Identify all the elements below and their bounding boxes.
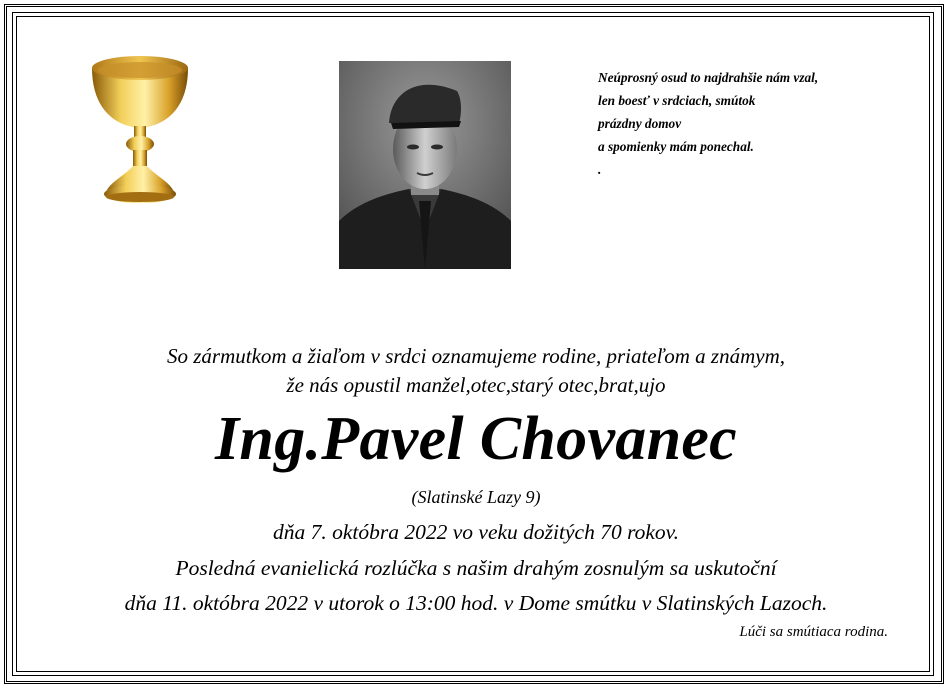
funeral-line-1: Posledná evanielická rozlúčka s našim drahým zosnulým sa uskutoční <box>175 556 777 580</box>
poem-line: len boesť v srdciach, smútok <box>598 93 756 108</box>
funeral-line-2: dňa 11. októbra 2022 v utorok o 13:00 hod. v Dome smútku v Slatinských Lazoch. <box>124 591 828 615</box>
deceased-name: Ing.Pavel Chovanec <box>214 405 738 473</box>
poem-line: prázdny domov <box>598 116 682 131</box>
intro-line-2: že nás opustil manžel,otec,starý otec,brat,ujo <box>286 373 666 397</box>
intro-line-1: So zármutkom a žiaľom v srdci oznamujeme rodine, priateľom a známym, <box>166 344 785 368</box>
farewell-signature: Lúči sa smútiaca rodina. <box>739 624 888 640</box>
poem-line: . <box>598 162 602 177</box>
poem-line: Neúprosný osud to najdrahšie nám vzal, <box>598 70 819 85</box>
portrait-photo <box>339 61 511 269</box>
address: (Slatinské Lazy 9) <box>411 487 541 507</box>
chalice-icon <box>84 48 196 208</box>
death-date-line: dňa 7. októbra 2022 vo veku dožitých 70 rokov. <box>272 520 679 544</box>
poem-line: a spomienky mám ponechal. <box>598 139 754 154</box>
poem-block <box>598 66 918 181</box>
